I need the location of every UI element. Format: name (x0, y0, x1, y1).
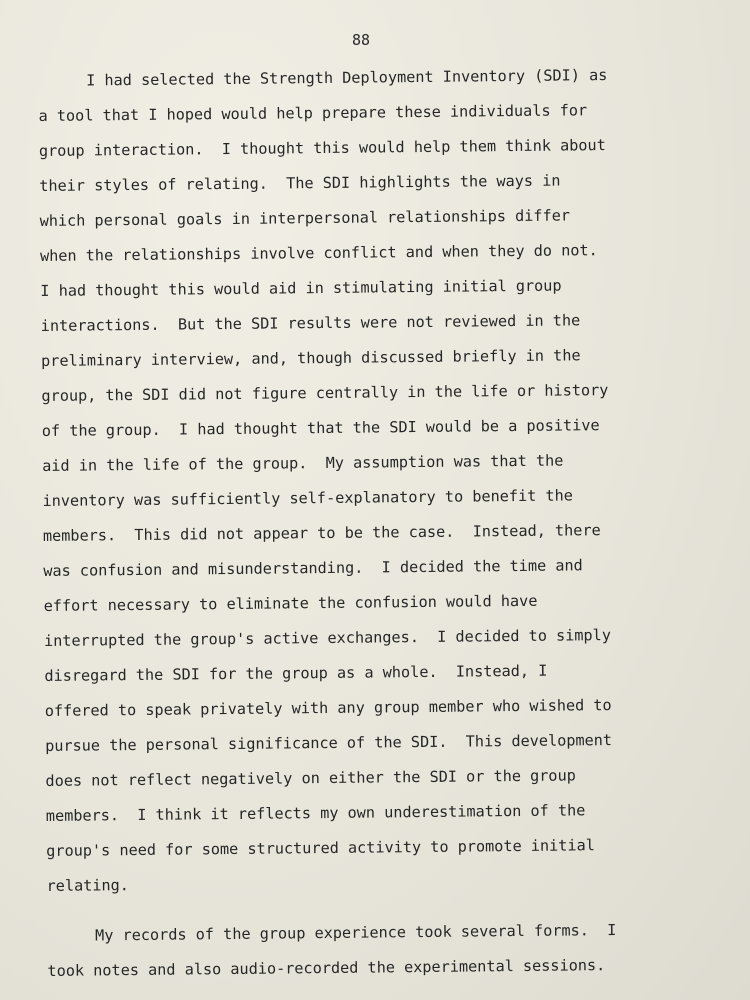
text-line: group, the SDI did not figure centrally in the life or history (41, 381, 609, 405)
text-line: effort necessary to eliminate the confusion would have (43, 591, 538, 615)
text-line: My records of the group experience took several forms. I (95, 920, 617, 945)
text-line: interrupted the group's active exchanges. I decided to simply (43, 626, 612, 650)
text-line: group's need for some structured activity to promote initial (46, 836, 595, 860)
text-line: inventory was sufficiently self-explanatory to benefit the (42, 486, 573, 510)
text-line: disregard the SDI for the group as a whole. Instead, I (44, 661, 548, 685)
body-text (38, 57, 728, 989)
text-line: I had thought this would aid in stimulating initial group (40, 276, 562, 300)
text-line: members. This did not appear to be the case. Instead, there (42, 521, 601, 545)
text-line: which personal goals in interpersonal relationships differ (39, 206, 571, 230)
page-number: 88 (352, 31, 371, 49)
text-line: interactions. But the SDI results were not reviewed in the (40, 311, 581, 335)
text-line: pursue the personal significance of the SDI. This development (45, 731, 613, 755)
text-line: was confusion and misunderstanding. I decided the time and (43, 556, 583, 580)
text-line: relating. (46, 876, 129, 895)
text-line: when the relationships involve conflict and when they do not. (39, 241, 598, 265)
text-line: a tool that I hoped would help prepare these individuals for (38, 101, 588, 125)
text-line: members. I think it reflects my own underestimation of the (45, 801, 586, 825)
text-line: preliminary interview, and, though discussed briefly in the (41, 346, 581, 370)
text-line: I had selected the Strength Deployment Inventory (SDI) as (86, 66, 608, 90)
text-line: their styles of relating. The SDI highlights the ways in (39, 171, 561, 195)
text-line: took notes and also audio-recorded the experimental sessions. (47, 956, 606, 980)
text-line: group interaction. I thought this would help them think about (38, 136, 606, 160)
text-line: offered to speak privately with any group member who wished to (44, 696, 612, 720)
text-line: of the group. I had thought that the SDI would be a positive (41, 416, 600, 440)
text-line: aid in the life of the group. My assumption was that the (42, 451, 564, 475)
text-line: does not reflect negatively on either the SDI or the group (45, 766, 576, 790)
